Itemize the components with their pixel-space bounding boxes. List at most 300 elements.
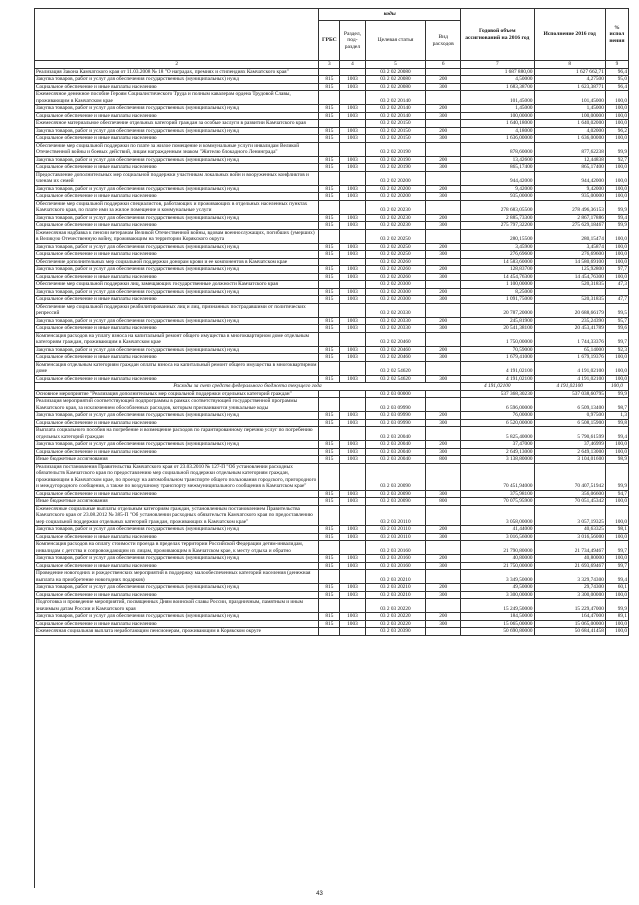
row-grbs: [319, 303, 340, 317]
row-exec: 20 453,41789: [534, 325, 605, 333]
row-target: 03 2 02 20250: [365, 251, 426, 259]
row-name: Закупка товаров, работ и услуг для обеспечения государственных (муниципальных) нужд: [35, 156, 319, 164]
row-pct: 100,0: [605, 555, 628, 563]
table-row: [35, 120, 629, 128]
row-grbs: [319, 463, 340, 490]
row-exec: 50 684,41458: [534, 628, 605, 636]
row-target: 03 2 03 20110: [365, 526, 426, 534]
row-section: [340, 91, 365, 105]
table-row: [35, 448, 629, 456]
row-pct: 100,0: [605, 105, 628, 113]
row-exec: [534, 288, 605, 296]
row-type: [426, 120, 461, 128]
row-type: [426, 68, 461, 76]
row-name: Обеспечение мер социальной поддержки лиц, замещающих государственные должности Камчатского края: [35, 281, 319, 289]
row-exec: 20 688,66179: [534, 303, 605, 317]
row-pct: 99,6: [605, 325, 628, 333]
row-section: 1003: [340, 325, 365, 333]
target-header: Целевая статья: [365, 21, 426, 61]
table-header: [35, 9, 629, 69]
row-name: Компенсация расходов на уплату взноса на капитальный ремонт общего имущества в многоквартирном доме отдельным категориям граждан, проживающим в Камчатском крае: [35, 332, 319, 346]
row-exec: 935,00000: [534, 193, 605, 201]
row-exec: 3 329,74300: [534, 570, 605, 584]
row-section: [340, 361, 365, 375]
row-target: 03 2 03 20210: [365, 570, 426, 584]
row-type: 300: [426, 533, 461, 541]
row-target: 03 2 03 20220: [365, 613, 426, 621]
table-row: [35, 68, 629, 76]
row-grbs: 815: [319, 533, 340, 541]
table-row: [35, 266, 629, 274]
row-grbs: 815: [319, 243, 340, 251]
row-name: Социальное обеспечение и иные выплаты населению: [35, 135, 319, 143]
row-target: 03 2 02 20150: [365, 135, 426, 143]
row-name: Иные бюджетные ассигнования: [35, 498, 319, 506]
row-target: 03 2 02 20190: [365, 142, 426, 156]
row-section: [340, 332, 365, 346]
row-target: 03 2 02 20300: [365, 281, 426, 289]
row-exec: 944,42000: [534, 171, 605, 185]
row-section: 1003: [340, 419, 365, 427]
row-grbs: [319, 258, 340, 266]
section-header: Раздел, под-раздел: [340, 21, 365, 61]
colnum-4: 5: [365, 61, 426, 69]
row-pct: 100,0: [605, 505, 628, 526]
row-name: Закупка товаров, работ и услуг для обеспечения государственных (муниципальных) нужд: [35, 266, 319, 274]
row-exec: 101,45000: [534, 91, 605, 105]
table-row: [35, 243, 629, 251]
row-target: 03 2 03 20110: [365, 533, 426, 541]
row-section: 1003: [340, 498, 365, 506]
row-grbs: 815: [319, 412, 340, 420]
row-target: 03 2 02 20200: [365, 171, 426, 185]
row-exec: 9,42000: [534, 185, 605, 193]
row-plan: 3,45900: [461, 243, 534, 251]
row-pct: 100,0: [605, 171, 628, 185]
row-plan: 878,60000: [461, 142, 534, 156]
row-plan: 2 649,13000: [461, 448, 534, 456]
row-grbs: [319, 68, 340, 76]
row-target: 03 2 03 20160: [365, 555, 426, 563]
row-section: 1003: [340, 127, 365, 135]
row-name: Обеспечение дополнительных мер социальной поддержки донорам крови и ее компонентов в Камчатском крае: [35, 258, 319, 266]
row-section: 1003: [340, 555, 365, 563]
row-plan: 40,80000: [461, 555, 534, 563]
row-grbs: [319, 142, 340, 156]
row-pct: 100,0: [605, 185, 628, 193]
row-exec: 356,06600: [534, 490, 605, 498]
row-pct: 89,1: [605, 613, 628, 621]
row-type: [426, 303, 461, 317]
row-pct: 100,0: [605, 620, 628, 628]
row-grbs: [319, 570, 340, 584]
colnum-3: 4: [340, 61, 365, 69]
table-row: [35, 296, 629, 304]
row-target: 03 2 03 20160: [365, 562, 426, 570]
type-header: Вид расходов: [426, 21, 461, 61]
row-exec: 21 734,49467: [534, 541, 605, 555]
row-type: 300: [426, 620, 461, 628]
row-plan: 3 138,80000: [461, 456, 534, 464]
row-section: 1003: [340, 83, 365, 91]
table-row: [35, 171, 629, 185]
row-type: [426, 361, 461, 375]
row-section: 1003: [340, 354, 365, 362]
row-section: 1003: [340, 562, 365, 570]
row-target: 03 2 02 20460: [365, 332, 426, 346]
row-target: 03 2 02 20080: [365, 83, 426, 91]
table-row: [35, 505, 629, 526]
row-grbs: [319, 398, 340, 412]
row-name: Социальное обеспечение и иные выплаты населению: [35, 164, 319, 172]
row-exec: 3 016,56000: [534, 533, 605, 541]
row-pct: 95,0: [605, 76, 628, 84]
row-exec: 0,97500: [534, 412, 605, 420]
table-row: [35, 346, 629, 354]
row-name: Социальное обеспечение и иные выплаты населению: [35, 325, 319, 333]
row-plan: 944,42000: [461, 171, 534, 185]
row-plan: 1 636,00000: [461, 135, 534, 143]
codes-header: коды: [319, 9, 461, 21]
row-type: 300: [426, 193, 461, 201]
row-plan: 375,98100: [461, 490, 534, 498]
row-exec: 40,63325: [534, 526, 605, 534]
row-section: [340, 303, 365, 317]
row-plan: 101,45000: [461, 91, 534, 105]
row-grbs: 815: [319, 456, 340, 464]
row-type: 200: [426, 127, 461, 135]
row-section: 1003: [340, 193, 365, 201]
row-plan: 4 191,02100: [461, 375, 534, 383]
row-name: Обеспечение мер социальной поддержки специалистов, работающих и проживающих в отдельных населенных пунктах Камчатского края, по плате ими за жилое помещение и коммунальные услуги: [35, 200, 319, 214]
row-plan: 1,45000: [461, 105, 534, 113]
colnum-6: 7: [461, 61, 534, 69]
row-pct: 92,3: [605, 346, 628, 354]
row-name: Закупка товаров, работ и услуг для обеспечения государственных (муниципальных) нужд: [35, 613, 319, 621]
table-row: [35, 584, 629, 592]
row-name: Закупка товаров, работ и услуг для обеспечения государственных (муниципальных) нужд: [35, 317, 319, 325]
row-name: Расходы за счет средств федерального бюджета текущего года: [35, 383, 461, 391]
row-grbs: 815: [319, 498, 340, 506]
table-row: [35, 185, 629, 193]
row-plan: 70 075,95900: [461, 498, 534, 506]
table-row: [35, 288, 629, 296]
row-type: [426, 427, 461, 441]
row-plan: 6 520,00000: [461, 419, 534, 427]
table-row: [35, 427, 629, 441]
row-section: 1003: [340, 296, 365, 304]
row-section: 1003: [340, 266, 365, 274]
name-column-header: [35, 9, 319, 61]
table-row: [35, 193, 629, 201]
row-name: Социальное обеспечение и иные выплаты населению: [35, 83, 319, 91]
row-section: 1003: [340, 288, 365, 296]
row-name: Проведение новогодних и рождественских мероприятий в поддержку малообеспеченных категорий населения (денежная выплата на приобретение новогодних подарков): [35, 570, 319, 584]
row-pct: 99,5: [605, 303, 628, 317]
row-name: Социальное обеспечение и иные выплаты населению: [35, 193, 319, 201]
row-plan: 37,47000: [461, 441, 534, 449]
row-type: 200: [426, 584, 461, 592]
row-grbs: [319, 427, 340, 441]
row-exec: 520,31835: [534, 281, 605, 289]
table-row: [35, 135, 629, 143]
row-name: Закупка товаров, работ и услуг для обеспечения государственных (муниципальных) нужд: [35, 346, 319, 354]
row-name: Ежемесячное материальное обеспечение отдельных категорий граждан за особые заслуги в развитии Камчатского края: [35, 120, 319, 128]
row-grbs: [319, 628, 340, 636]
row-plan: 1 687 880,00: [461, 68, 534, 76]
row-exec: 6 508,15900: [534, 419, 605, 427]
table-row: [35, 419, 629, 427]
row-exec: 4,02000: [534, 127, 605, 135]
row-type: [426, 541, 461, 555]
row-name: Реализация мероприятий соответствующей подпрограммы в рамках соответствующей государственной программы Камчатского края, за исключением обособленных расходов, которым присваиваются уникальные коды: [35, 398, 319, 412]
row-exec: 280,15474: [534, 229, 605, 243]
row-exec: 2 649,13000: [534, 448, 605, 456]
row-section: 1003: [340, 591, 365, 599]
table-row: [35, 390, 629, 398]
row-grbs: [319, 229, 340, 243]
row-grbs: 815: [319, 375, 340, 383]
row-name: Закупка товаров, работ и услуг для обеспечения государственных (муниципальных) нужд: [35, 526, 319, 534]
row-section: 1003: [340, 584, 365, 592]
row-plan: 6 596,00000: [461, 398, 534, 412]
row-plan: 14 583,60000: [461, 258, 534, 266]
row-pct: 100,0: [605, 273, 628, 281]
row-plan: 13,42600: [461, 156, 534, 164]
row-exec: 6 509,13400: [534, 398, 605, 412]
row-plan: 5 825,40000: [461, 427, 534, 441]
row-grbs: 815: [319, 193, 340, 201]
row-plan: 1 091,75000: [461, 296, 534, 304]
row-target: 03 2 03 09990: [365, 419, 426, 427]
table-row: [35, 156, 629, 164]
row-target: 03 2 03 20210: [365, 591, 426, 599]
row-grbs: [319, 505, 340, 526]
row-section: [340, 427, 365, 441]
row-pct: 94,7: [605, 490, 628, 498]
row-section: 1003: [340, 243, 365, 251]
row-plan: 1 683,38700: [461, 83, 534, 91]
row-grbs: 815: [319, 591, 340, 599]
row-pct: 99,7: [605, 332, 628, 346]
row-section: [340, 628, 365, 636]
row-target: 03 2 02 20200: [365, 193, 426, 201]
row-type: 300: [426, 296, 461, 304]
row-name: Закупка товаров, работ и услуг для обеспечения государственных (муниципальных) нужд: [35, 584, 319, 592]
row-name: Компенсация расходов на оплату стоимости проезда в пределах территории Российской Федерации детям-инвалидам, инвалидам с детства и сопровождающим их лицам, проживающим в Камчатском крае, к месту отдыха и обратно: [35, 541, 319, 555]
row-target: 03 2 03 00000: [365, 390, 426, 398]
row-plan: 21 790,80000: [461, 541, 534, 555]
table-row: [35, 412, 629, 420]
row-pct: 96,2: [605, 127, 628, 135]
row-exec: 1,45000: [534, 105, 605, 113]
row-pct: 1,3: [605, 412, 628, 420]
row-pct: 97,7: [605, 266, 628, 274]
row-target: 03 2 03 20090: [365, 490, 426, 498]
row-section: [340, 229, 365, 243]
row-plan: 1 679,41000: [461, 354, 534, 362]
row-name: Социальное обеспечение и иные выплаты населению: [35, 273, 319, 281]
row-type: [426, 281, 461, 289]
table-row: [35, 591, 629, 599]
row-section: [340, 463, 365, 490]
table-body: [35, 68, 629, 635]
row-type: 200: [426, 346, 461, 354]
row-pct: 98,1: [605, 526, 628, 534]
row-target: 03 2 02 20080: [365, 68, 426, 76]
row-type: [426, 390, 461, 398]
row-target: 03 2 02 20140: [365, 105, 426, 113]
row-type: 300: [426, 273, 461, 281]
row-plan: 1 640,18000: [461, 120, 534, 128]
row-plan: 20 787,20000: [461, 303, 534, 317]
table-row: [35, 214, 629, 222]
row-target: 03 2 02 20460: [365, 346, 426, 354]
row-section: 1003: [340, 533, 365, 541]
row-plan: 4 191,02100: [461, 361, 534, 375]
table-row: [35, 251, 629, 259]
row-grbs: [319, 281, 340, 289]
row-exec: 12,44838: [534, 156, 605, 164]
table-row: [35, 325, 629, 333]
row-section: 1003: [340, 112, 365, 120]
row-section: 1003: [340, 620, 365, 628]
row-section: [340, 281, 365, 289]
row-plan: 1 100,00000: [461, 281, 534, 289]
row-pct: 99,9: [605, 599, 628, 613]
row-exec: 1 623,38771: [534, 83, 605, 91]
row-grbs: 815: [319, 127, 340, 135]
row-grbs: 815: [319, 273, 340, 281]
row-pct: 96,4: [605, 83, 628, 91]
row-plan: 14 454,76300: [461, 273, 534, 281]
row-name: Социальное обеспечение и иные выплаты населению: [35, 591, 319, 599]
row-section: 1003: [340, 156, 365, 164]
row-name: Закупка товаров, работ и услуг для обеспечения государственных (муниципальных) нужд: [35, 555, 319, 563]
row-target: 03 2 02 20230: [365, 200, 426, 214]
table-row: [35, 441, 629, 449]
row-exec: 164,47000: [534, 613, 605, 621]
row-type: [426, 599, 461, 613]
row-target: 03 2 03 20040: [365, 456, 426, 464]
row-target: 03 2 03 20110: [365, 505, 426, 526]
table-row: [35, 91, 629, 105]
row-grbs: 815: [319, 325, 340, 333]
row-pct: 100,0: [605, 533, 628, 541]
table-row: [35, 105, 629, 113]
row-type: 200: [426, 76, 461, 84]
row-type: 200: [426, 105, 461, 113]
row-type: [426, 628, 461, 636]
row-plan: 1 750,00000: [461, 332, 534, 346]
row-exec: 15 065,00000: [534, 620, 605, 628]
row-pct: 100,0: [605, 91, 628, 105]
row-pct: 99,4: [605, 570, 628, 584]
colnum-8: 9: [605, 61, 628, 69]
row-name: Закупка товаров, работ и услуг для обеспечения государственных (муниципальных) нужд: [35, 441, 319, 449]
row-section: [340, 142, 365, 156]
row-plan: 76,00000: [461, 412, 534, 420]
row-target: 03 2 02 20150: [365, 127, 426, 135]
row-pct: 95,7: [605, 317, 628, 325]
row-section: [340, 398, 365, 412]
row-exec: 3,45874: [534, 243, 605, 251]
row-plan: 20 541,38100: [461, 325, 534, 333]
row-target: 03 2 02 20300: [365, 296, 426, 304]
row-exec: 14 454,76300: [534, 273, 605, 281]
row-pct: 47,7: [605, 296, 628, 304]
row-type: [426, 91, 461, 105]
row-name: Закупка товаров, работ и услуг для обеспечения государственных (муниципальных) нужд: [35, 412, 319, 420]
row-section: 1003: [340, 490, 365, 498]
table-row: [35, 76, 629, 84]
row-exec: 278 496,36153: [534, 200, 605, 214]
row-plan: 21 750,00000: [461, 562, 534, 570]
table-row: [35, 541, 629, 555]
row-plan: 245,81900: [461, 317, 534, 325]
row-target: 03 2 02 20250: [365, 229, 426, 243]
row-exec: 3 104,01600: [534, 456, 605, 464]
row-section: 1003: [340, 251, 365, 259]
row-exec: 100,00000: [534, 112, 605, 120]
row-plan: 935,00000: [461, 193, 534, 201]
row-pct: 96,4: [605, 68, 628, 76]
grbs-header: ГРБС: [319, 21, 340, 61]
row-name: Социальное обеспечение и иные выплаты населению: [35, 375, 319, 383]
row-section: 1003: [340, 185, 365, 193]
row-pct: 100,0: [605, 164, 628, 172]
row-plan: 50 690,80000: [461, 628, 534, 636]
row-plan: 184,50000: [461, 613, 534, 621]
row-section: 1003: [340, 76, 365, 84]
row-pct: 99,9: [605, 142, 628, 156]
row-type: 200: [426, 214, 461, 222]
row-exec: 5 790,61599: [534, 427, 605, 441]
row-name: Обеспечение мер социальной поддержки реабилитированных лиц и лиц, признанных пострадавшими от политических репрессий: [35, 303, 319, 317]
row-type: 300: [426, 419, 461, 427]
row-target: 03 2 02 54620: [365, 361, 426, 375]
row-plan: 100,00000: [461, 112, 534, 120]
table-row: [35, 354, 629, 362]
row-grbs: [319, 120, 340, 128]
table-row: [35, 570, 629, 584]
row-exec: 3 300,00000: [534, 591, 605, 599]
row-target: 03 2 03 20220: [365, 620, 426, 628]
row-exec: 4 191,02100: [534, 361, 605, 375]
row-grbs: 815: [319, 526, 340, 534]
row-pct: 99,9: [605, 463, 628, 490]
row-section: 1003: [340, 214, 365, 222]
row-exec: 37,46999: [534, 441, 605, 449]
row-type: 800: [426, 456, 461, 464]
row-grbs: [319, 91, 340, 105]
table-row: [35, 222, 629, 230]
row-plan: 865,17400: [461, 164, 534, 172]
row-exec: 877,62238: [534, 142, 605, 156]
row-exec: 125,92800: [534, 266, 605, 274]
row-name: Закупка товаров, работ и услуг для обеспечения государственных (муниципальных) нужд: [35, 288, 319, 296]
row-name: Социальное обеспечение и иные выплаты населению: [35, 620, 319, 628]
row-type: [426, 505, 461, 526]
row-exec: 520,31835: [534, 296, 605, 304]
row-name: Предоставление дополнительных мер социальной поддержки участникам локальных войн и вооруженных конфликтов и членам их семей: [35, 171, 319, 185]
row-grbs: [319, 361, 340, 375]
row-target: 03 2 03 20040: [365, 427, 426, 441]
table-row: [35, 375, 629, 383]
row-section: 1003: [340, 412, 365, 420]
row-target: 03 2 02 20330: [365, 303, 426, 317]
row-plan: 49,50000: [461, 584, 534, 592]
